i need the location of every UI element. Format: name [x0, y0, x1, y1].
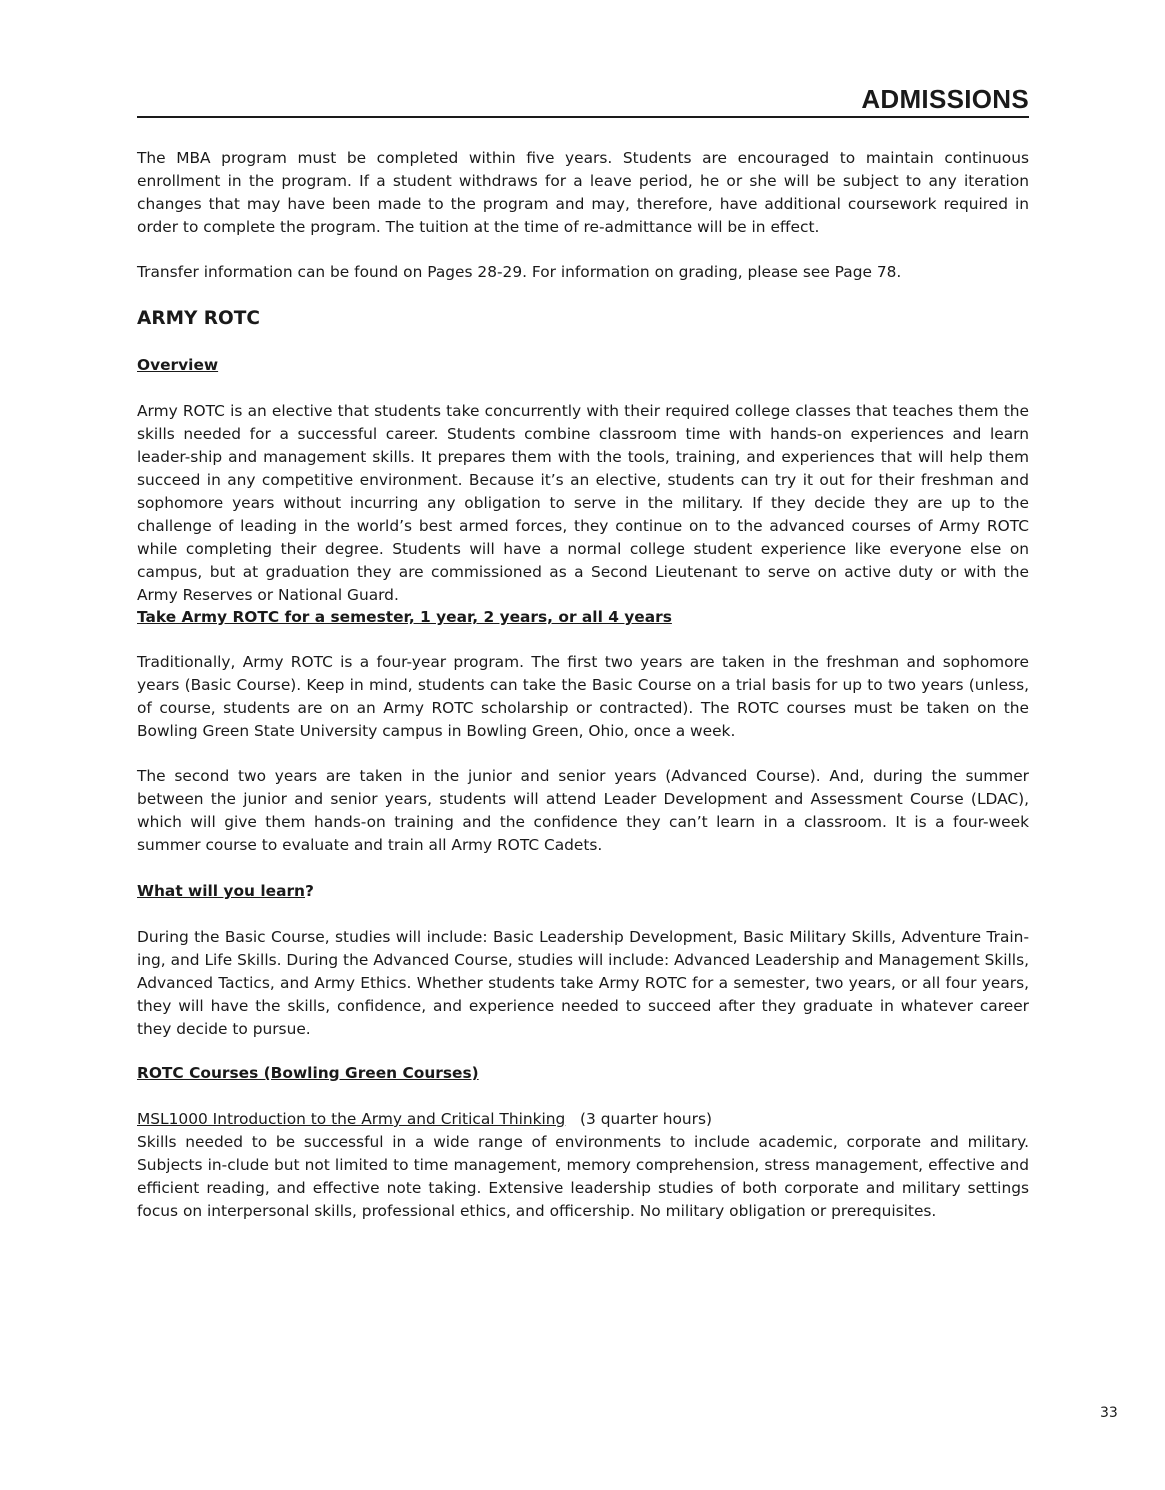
intro-paragraph-2: [137, 261, 1029, 284]
take-paragraph-1: [137, 651, 1029, 743]
course-hours: (3 quarter hours): [580, 1110, 712, 1128]
intro-paragraph-1: [137, 147, 1029, 239]
learn-heading: [137, 880, 1029, 903]
learn-heading-underlined: What will you learn: [137, 882, 306, 900]
course-item: [137, 1108, 1029, 1223]
courses-heading: ROTC Courses (Bowling Green Courses): [137, 1064, 479, 1082]
course-name: MSL1000 Introduction to the Army and Critical Thinking: [137, 1110, 566, 1128]
course-description: Skills needed to be successful in a wide range of environments to include academic, corporate and military. Subjects in-clude but not limited to time management, memory comprehension, stress management, effective and efficient reading, and effective note taking. Extensive leadership studies of both corporate and military settings focus on interpersonal skills, professional ethics, and officership. No military obligation or prerequisites.: [137, 1133, 1029, 1220]
learn-heading-block: [137, 880, 1029, 903]
overview-heading-block: [137, 354, 1029, 377]
page-header: [137, 86, 1029, 118]
learn-paragraph: [137, 926, 1029, 1041]
intro-text-1: The MBA program must be completed within five years. Students are encouraged to maintain continuous enrollment in the program. If a student withdraws for a leave period, he or she will be subject to any iteration changes that may have been made to the program and may, therefore, have additional coursework required in order to complete the program. The tuition at the time of re-admittance will be in effect.: [137, 149, 1029, 236]
section-title: ARMY ROTC: [137, 308, 260, 329]
course-title-line: [137, 1108, 1029, 1131]
take-heading-block: [137, 606, 1029, 629]
take-text-2: The second two years are taken in the junior and senior years (Advanced Course). And, during the summer between the junior and senior years, students will attend Leader Development and Assessment Course (LDAC), which will give them hands-on training and the confidence they can’t learn in a classroom. It is a four-week summer course to evaluate and train all Army ROTC Cadets.: [137, 767, 1029, 854]
take-text-1: Traditionally, Army ROTC is a four-year program. The first two years are taken in the freshman and sophomore years (Basic Course). Keep in mind, students can take the Basic Course on a trial basis for up to two years (unless, of course, students are on an Army ROTC scholarship or contracted). The ROTC courses must be taken on the Bowling Green State University campus in Bowling Green, Ohio, once a week.: [137, 653, 1029, 740]
overview-text: Army ROTC is an elective that students take concurrently with their required college classes that teaches them the skills needed for a successful career. Students combine classroom time with hands-on experiences and learn leader-ship and management skills. It prepares them with the tools, training, and experiences that will help them succeed in any competitive environment. Because it’s an elective, students can try it out for their freshman and sophomore years without incurring any obligation to serve in the military. If they decide they are up to the challenge of leading in the world’s best armed forces, they continue on to the advanced courses of Army ROTC while completing their degree. Students will have a normal college student experience like everyone else on campus, but at graduation they are commissioned as a Second Lieutenant to serve on active duty or with the Army Reserves or National Guard.: [137, 402, 1029, 604]
overview-heading: Overview: [137, 356, 219, 374]
intro-text-2: Transfer information can be found on Pages 28-29. For information on grading, please see Page 78.: [137, 263, 902, 281]
learn-heading-suffix: ?: [305, 882, 314, 900]
take-paragraph-2: [137, 765, 1029, 857]
page-number: 33: [1100, 1405, 1118, 1421]
overview-paragraph: [137, 400, 1029, 607]
rotc-section-title: [137, 307, 1029, 331]
take-heading: Take Army ROTC for a semester, 1 year, 2 years, or all 4 years: [137, 608, 672, 626]
courses-heading-block: [137, 1062, 1029, 1085]
header-title: ADMISSIONS: [861, 84, 1029, 114]
learn-text: During the Basic Course, studies will include: Basic Leadership Development, Basic Military Skills, Adventure Train-ing, and Life Skills. During the Advanced Course, studies will include: Advanced Leadership and Management Skills, Advanced Tactics, and Army Ethics. Whether students take Army ROTC for a semester, two years, or all four years, they will have the skills, confidence, and experience needed to succeed after they graduate in whatever career they decide to pursue.: [137, 928, 1029, 1038]
